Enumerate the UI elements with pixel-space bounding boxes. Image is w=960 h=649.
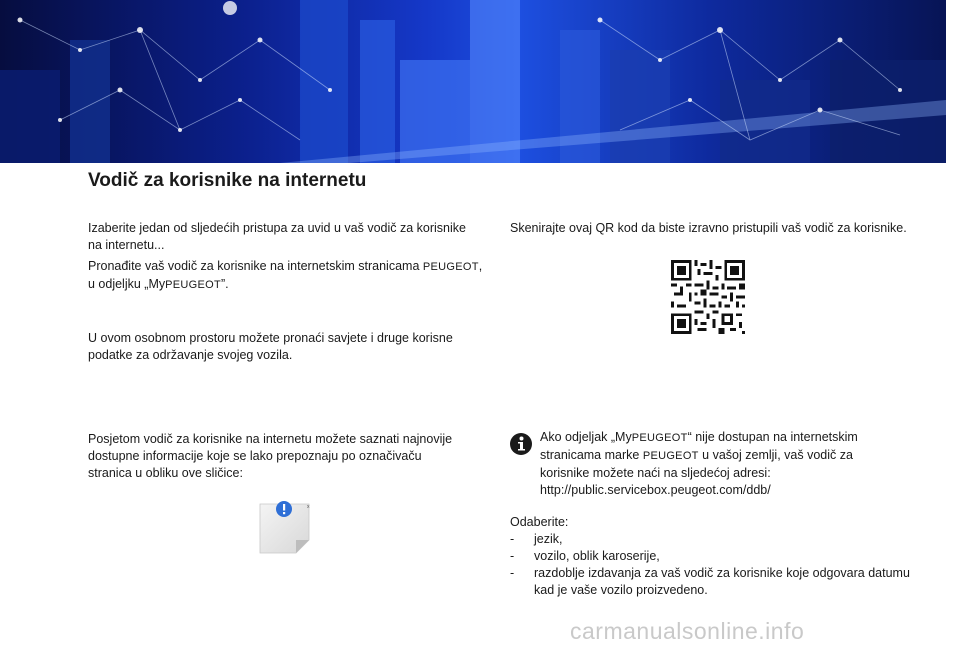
servicebox-link[interactable]: http://public.servicebox.peugeot.com/ddb/	[540, 483, 771, 497]
svg-text:x: x	[307, 504, 310, 510]
note-text-3: u vašoj zemlji, vaš vodič za korisnike možete naći na sljedećoj adresi:	[540, 448, 853, 480]
select-label: Odaberite:	[510, 515, 569, 529]
note-text-1: Ako odjeljak „My	[540, 430, 632, 444]
brand-name: PEUGEOT	[165, 279, 222, 291]
find-text-suffix: ”.	[221, 277, 229, 291]
find-text-prefix: Pronađite vaš vodič za korisnike na internetskim stranicama	[88, 259, 423, 273]
list-item-text: razdoblje izdavanja za vaš vodič za korisnike koje odgovara datumu kad je vaše vozilo proizvedeno.	[534, 566, 910, 597]
brand-name: PEUGEOT	[631, 432, 688, 444]
note-text-2: “ nije dostupan na internetskim stranicama marke	[540, 430, 858, 462]
list-item-text: jezik,	[534, 532, 563, 546]
info-icon	[510, 433, 532, 455]
header-banner-image	[0, 0, 946, 163]
list-dash: -	[510, 549, 515, 563]
visit-guide-paragraph: Posjetom vodič za korisnike na internetu možete saznati najnovije dostupne informacije koje se lako prepoznaju po označivaču stranica u obliku ove sličice:	[88, 432, 453, 480]
select-instructions	[510, 514, 914, 599]
page-marker-icon	[259, 500, 313, 554]
list-item	[510, 531, 914, 548]
scan-qr-paragraph: Skenirajte ovaj QR kod da biste izravno pristupili vaš vodič za korisnike.	[510, 221, 907, 235]
watermark: carmanualsonline.info	[570, 618, 805, 644]
find-guide-paragraph	[88, 258, 483, 294]
list-item-text: vozilo, oblik karoserije,	[534, 549, 660, 563]
brand-name: PEUGEOT	[422, 261, 479, 273]
find-text-mid: , u odjeljku „My	[88, 259, 483, 291]
list-dash: -	[510, 566, 515, 580]
unavailable-note	[540, 429, 900, 499]
list-item	[510, 548, 914, 565]
brand-name: PEUGEOT	[642, 450, 699, 462]
list-item	[510, 565, 914, 599]
intro-paragraph: Izaberite jedan od sljedećih pristupa za uvid u vaš vodič za korisnike na internetu...	[88, 221, 466, 252]
qr-code-icon[interactable]	[671, 260, 745, 334]
page-title: Vodič za korisnike na internetu	[88, 170, 367, 191]
list-dash: -	[510, 532, 515, 546]
personal-space-paragraph: U ovom osobnom prostoru možete pronaći savjete i druge korisne podatke za održavanje svojeg vozila.	[88, 331, 453, 362]
